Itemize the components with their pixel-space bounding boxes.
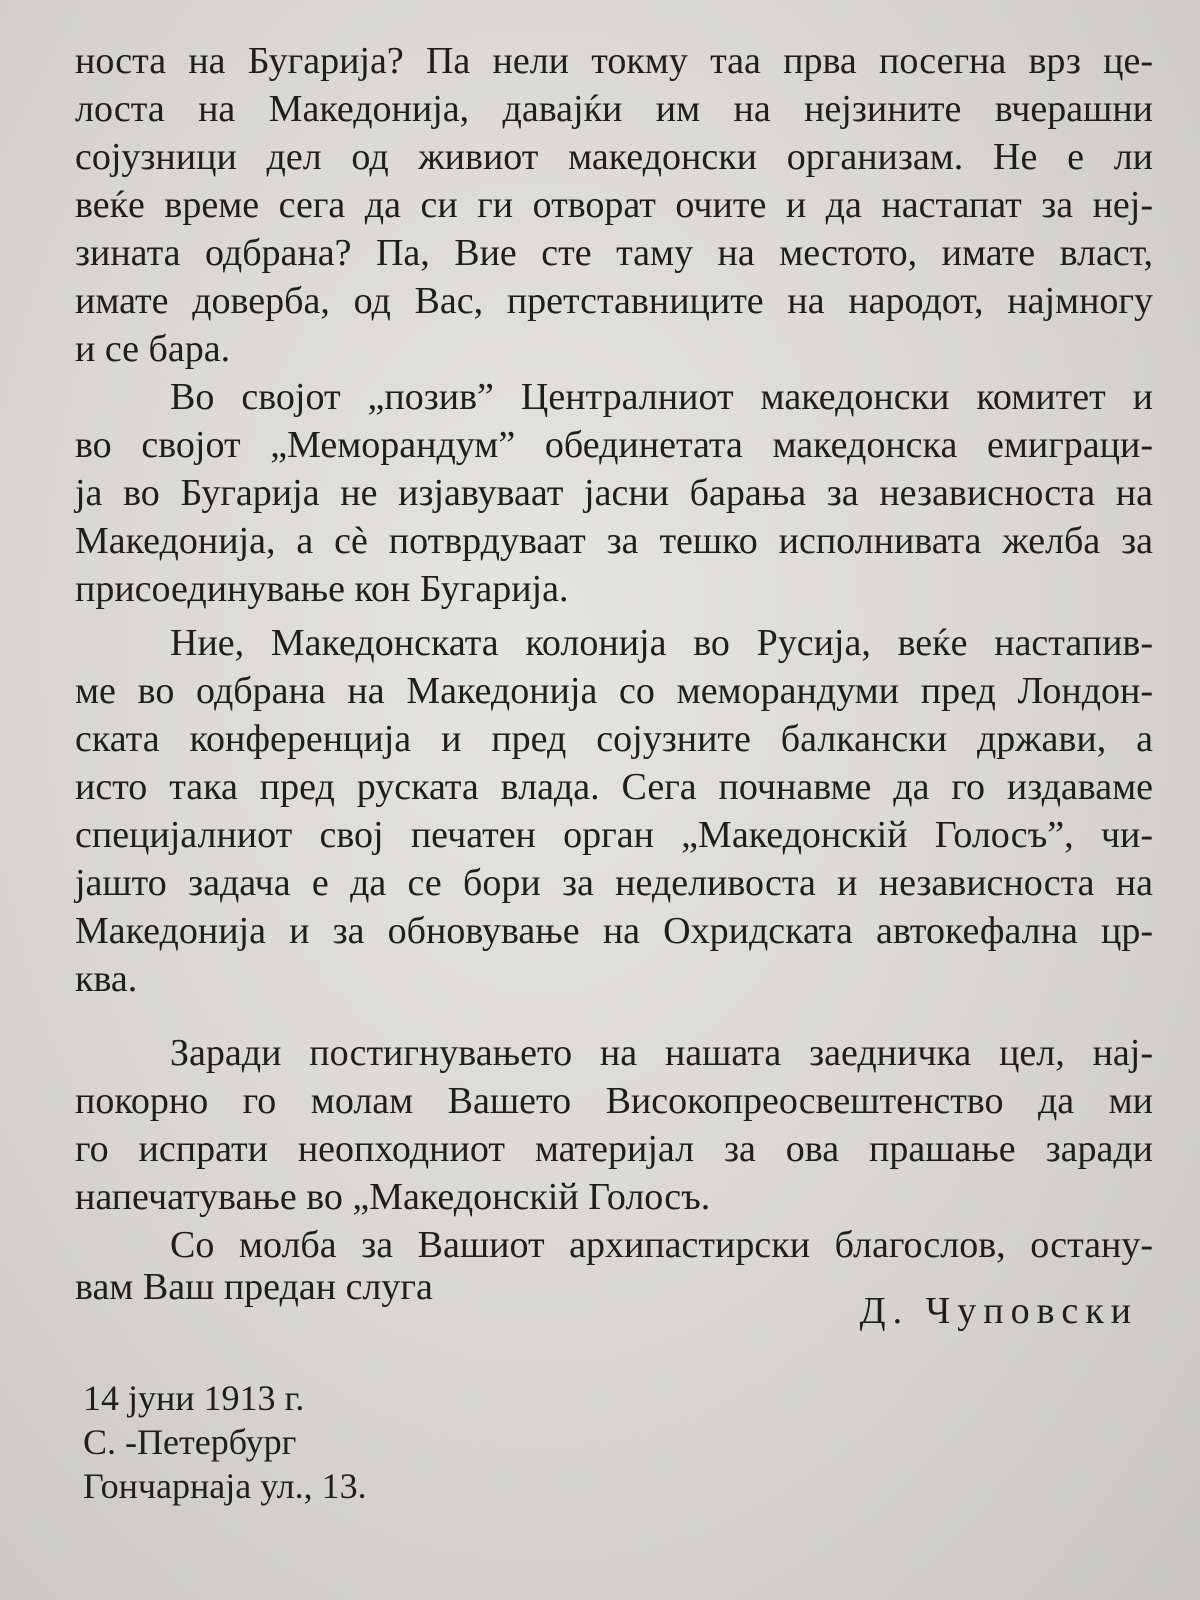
text-line: имате доверба, од Вас, претставниците на народот, најмногу [75,280,1153,322]
text-line: Македонија, а сè потврдуваат за тешко исполнивата желба за [75,520,1153,562]
letter-city: С. -Петербург [83,1422,297,1462]
text-line: исто така пред руската влада. Сега почнавме да го издаваме [75,766,1153,808]
text-line: во својот „Меморандум” обединетата македонска емиграци- [75,424,1153,466]
letter-address: Гончарнаја ул., 13. [83,1466,367,1506]
signature: Д. Чуповски [859,1290,1138,1332]
text-line: веќе време сега да си ги отворат очите и да настапат за неј- [75,184,1153,226]
text-line: вам Ваш предан слуга [75,1266,433,1308]
text-line: сојузници дел од живиот македонски организам. Не е ли [75,136,1153,178]
text-line: специјалниот свој печатен орган „Македонскій Голосъ”, чи- [75,814,1153,856]
text-line: и се бара. [75,328,231,370]
text-line: ја во Бугарија не изјавуваат јасни барања за независноста на [75,472,1153,514]
letter-date: 14 јуни 1913 г. [83,1378,305,1418]
text-line: Ние, Македонската колонија во Русија, веќе настапив- [170,622,1153,664]
text-line: покорно го молам Вашето Високопреосвештенство да ми [75,1080,1153,1122]
text-line: присоединување кон Бугарија. [75,568,569,610]
text-line: Во својот „позив” Централниот македонски комитет и [170,376,1153,418]
text-line: Со молба за Вашиот архипастирски благослов, остану- [170,1224,1153,1266]
text-line: носта на Бугарија? Па нели токму таа прва посегна врз це- [75,40,1153,82]
text-line: напечатување во „Македонскій Голосъ. [75,1176,711,1218]
text-line: Македонија и за обновување на Охридската автокефална цр- [75,910,1153,952]
text-line: ме во одбрана на Македонија со меморандуми пред Лондон- [75,670,1153,712]
text-line: јашто задача е да се бори за неделивоста и независноста на [75,862,1153,904]
text-line: го испрати неопходниот материјал за ова прашање заради [75,1128,1153,1170]
text-line: ската конференција и пред сојузните балкански држави, а [75,718,1153,760]
text-line: лоста на Македонија, давајќи им на нејзините вчерашни [75,88,1153,130]
text-line: Заради постигнувањето на нашата заедничка цел, нај- [170,1032,1153,1074]
text-line: ква. [75,958,138,1000]
text-line: зината одбрана? Па, Вие сте таму на местото, имате власт, [75,232,1153,274]
